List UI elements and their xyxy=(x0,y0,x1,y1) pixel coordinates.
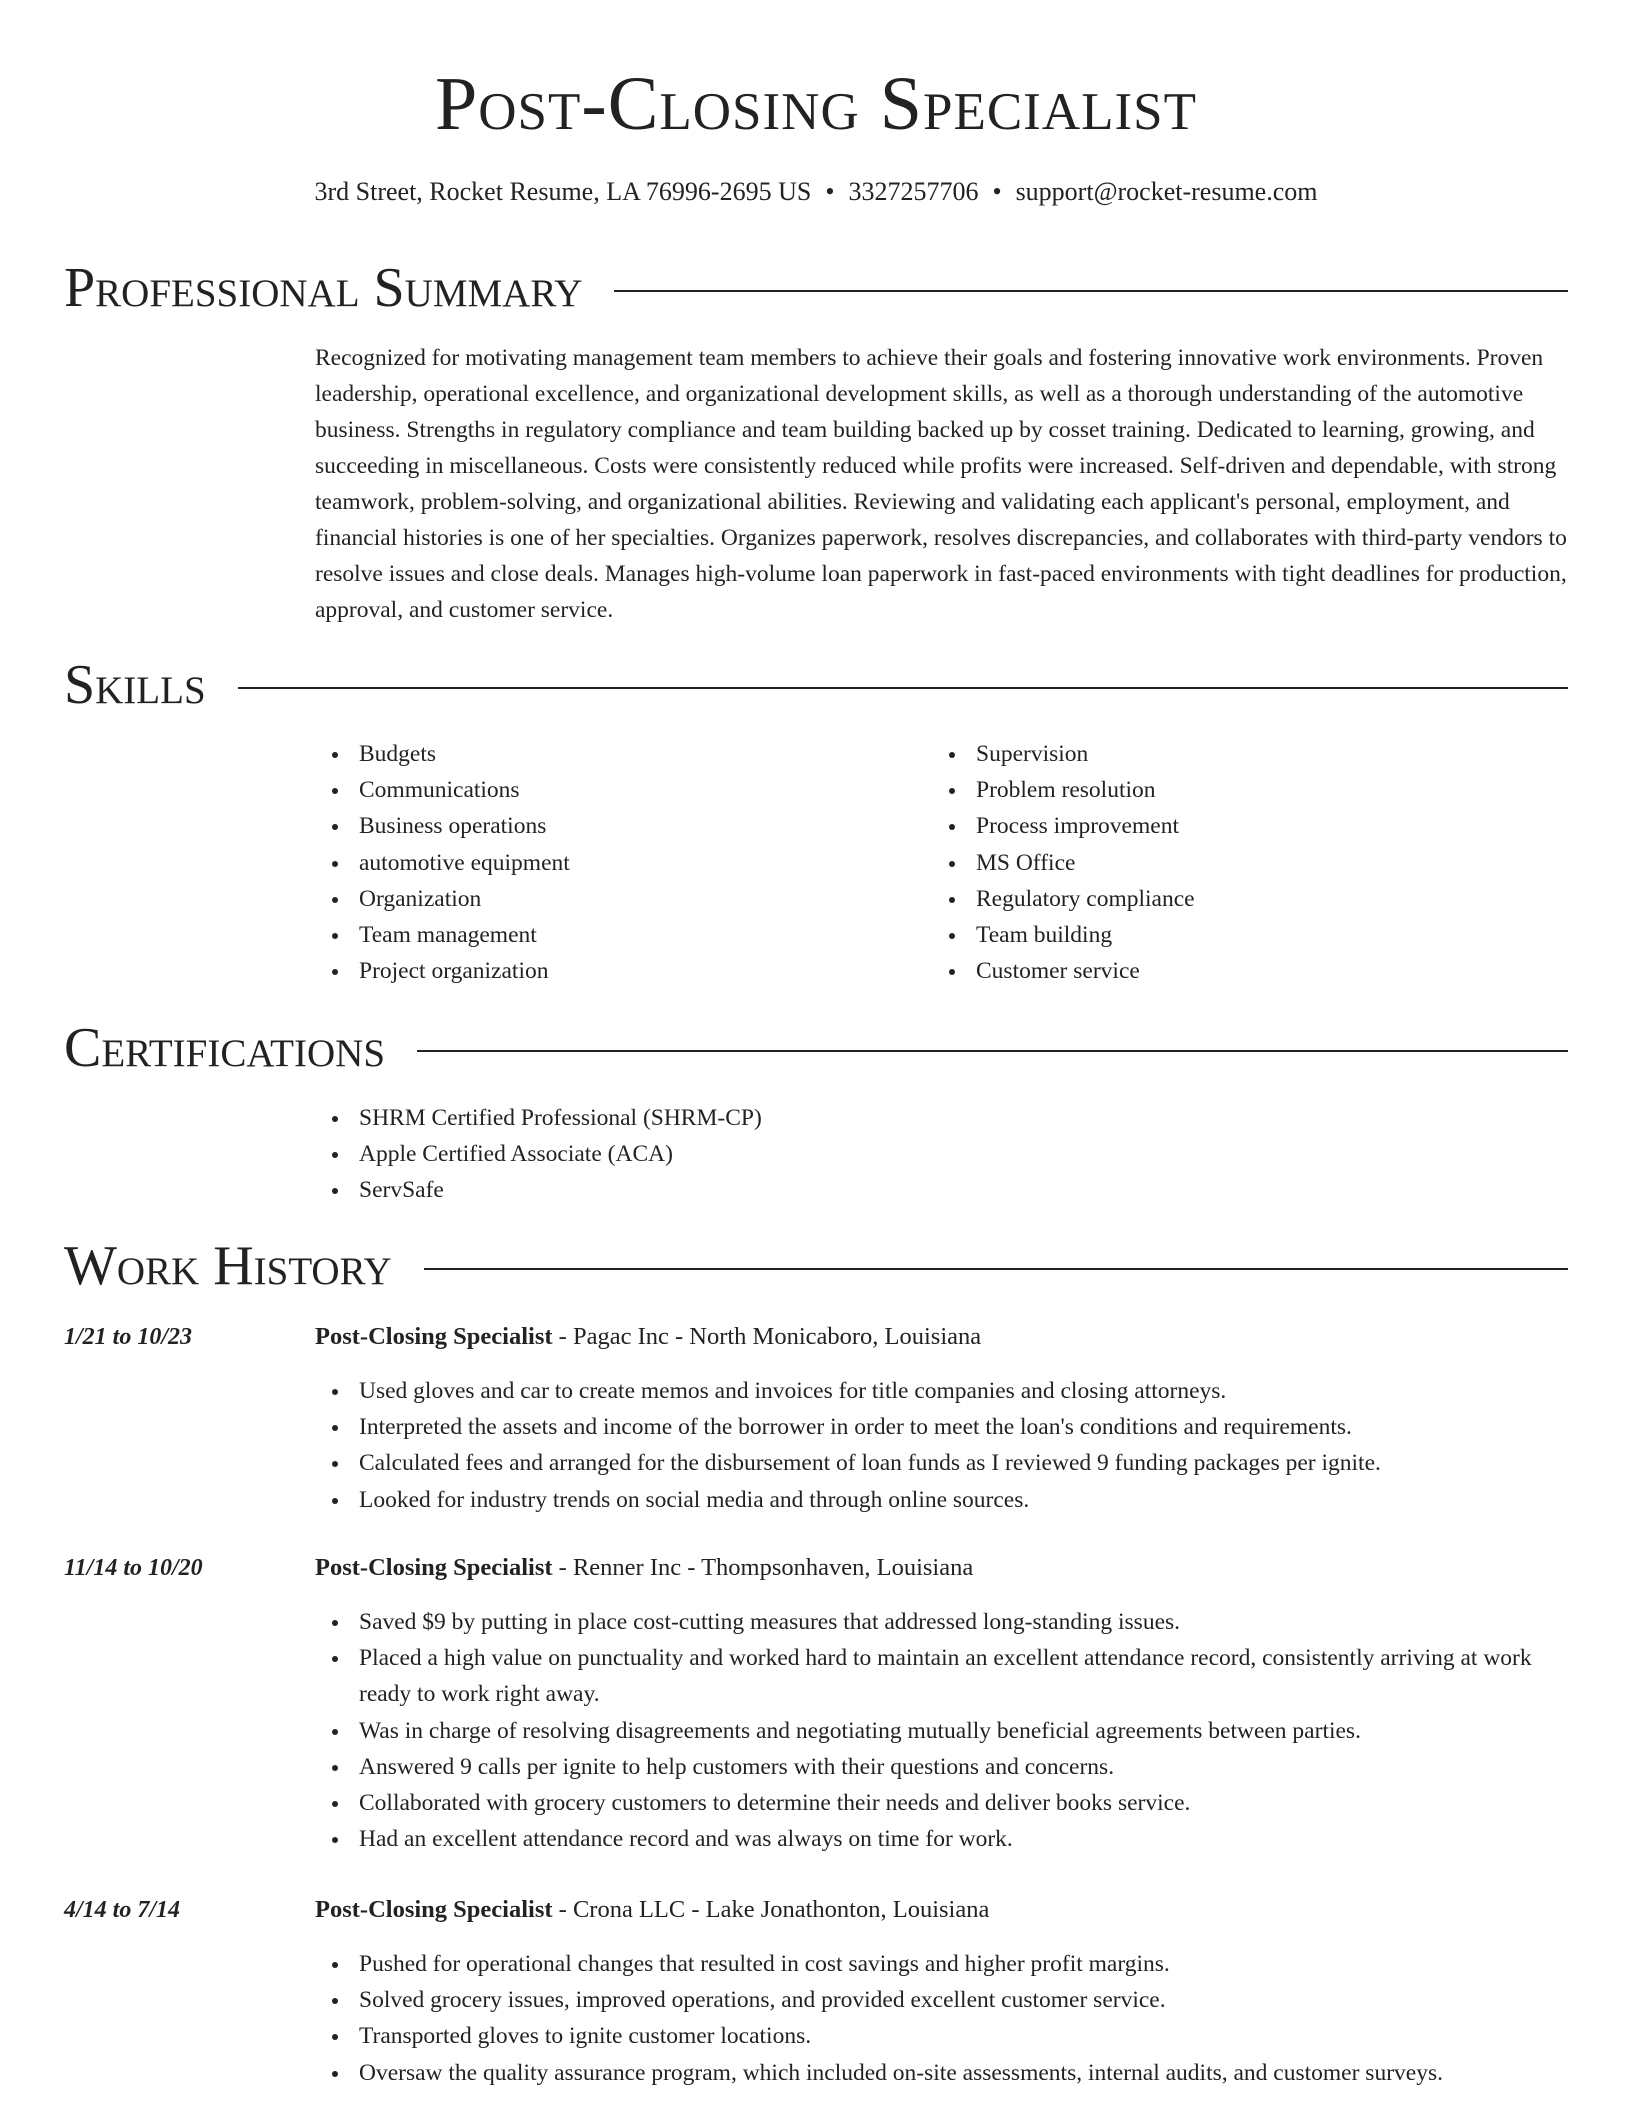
section-title-skills: Skills xyxy=(64,654,206,716)
summary-text: Recognized for motivating management team members to achieve their goals and fostering innovative work environments. Proven leadership, operational excellence, and organizational development skills, as well as a thorough understanding of the automotive business. Strengths in regulatory compliance and team building backed up by cosset training. Dedicated to learning, growing, and succeeding in miscellaneous. Costs were consistently reduced while profits were increased. Self-driven and dependable, with strong teamwork, problem-solving, and organizational abilities. Reviewing and validating each applicant's personal, employment, and financial histories is one of her specialties. Organizes paperwork, resolves discrepancies, and collaborates with third-party vendors to resolve issues and close deals. Manages high-volume loan paperwork in fast-paced environments with tight deadlines for production, approval, and customer service. xyxy=(315,345,1567,623)
list-item: SHRM Certified Professional (SHRM-CP) xyxy=(315,1100,1315,1136)
separator-dot: • xyxy=(992,177,1002,206)
list-item: Process improvement xyxy=(932,808,1532,844)
contact-line xyxy=(0,176,1632,208)
phone: 3327257706 xyxy=(848,177,979,206)
job-dates: 1/21 to 10/23 xyxy=(64,1324,193,1350)
list-item: Calculated fees and arranged for the disbursement of loan funds as I reviewed 9 funding packages per ignite. xyxy=(315,1445,1570,1481)
list-item: Supervision xyxy=(932,736,1532,772)
list-item: Saved $9 by putting in place cost-cutting measures that addressed long-standing issues. xyxy=(315,1604,1570,1640)
list-item: Organization xyxy=(315,881,875,917)
certifications-list xyxy=(315,1100,1315,1209)
job-heading xyxy=(315,1320,981,1354)
list-item: Solved grocery issues, improved operations, and provided excellent customer service. xyxy=(315,1982,1570,2018)
list-item: Team building xyxy=(932,917,1532,953)
job-title: Post-Closing Specialist xyxy=(315,1554,553,1581)
list-item: Pushed for operational changes that resulted in cost savings and higher profit margins. xyxy=(315,1946,1570,1982)
section-title-work-history: Work History xyxy=(64,1235,392,1297)
list-item: Looked for industry trends on social media and through online sources. xyxy=(315,1482,1570,1518)
address: 3rd Street, Rocket Resume, LA 76996-2695 US xyxy=(314,177,812,206)
list-item: Customer service xyxy=(932,953,1532,989)
job-dates: 11/14 to 10/20 xyxy=(64,1555,203,1581)
list-item: Problem resolution xyxy=(932,772,1532,808)
section-divider xyxy=(417,1050,1568,1052)
list-item: Budgets xyxy=(315,736,875,772)
list-item: automotive equipment xyxy=(315,845,875,881)
list-item: Used gloves and car to create memos and invoices for title companies and closing attorneys. xyxy=(315,1373,1570,1409)
section-header-work-history xyxy=(64,1236,1568,1296)
job-company: - Renner Inc - Thompsonhaven, Louisiana xyxy=(552,1554,974,1581)
section-header-skills xyxy=(64,655,1568,715)
job-bullets xyxy=(315,1946,1570,2091)
job-title: Post-Closing Specialist xyxy=(315,1323,553,1350)
skills-list-left xyxy=(315,736,875,989)
list-item: Business operations xyxy=(315,808,875,844)
job-heading xyxy=(315,1893,989,1927)
job-heading xyxy=(315,1551,973,1585)
list-item: Answered 9 calls per ignite to help customers with their questions and concerns. xyxy=(315,1749,1570,1785)
job-dates: 4/14 to 7/14 xyxy=(64,1897,181,1923)
separator-dot: • xyxy=(825,177,835,206)
job-bullets xyxy=(315,1604,1570,1857)
email-link[interactable]: support@rocket-resume.com xyxy=(1015,177,1318,206)
list-item: Regulatory compliance xyxy=(932,881,1532,917)
list-item: Interpreted the assets and income of the borrower in order to meet the loan's conditions and requirements. xyxy=(315,1409,1570,1445)
job-company: - Crona LLC - Lake Jonathonton, Louisiana xyxy=(552,1896,990,1923)
section-divider xyxy=(238,687,1568,689)
section-divider xyxy=(424,1268,1568,1270)
section-header-summary xyxy=(64,258,1568,318)
list-item: Communications xyxy=(315,772,875,808)
list-item: Transported gloves to ignite customer locations. xyxy=(315,2018,1570,2054)
section-title-summary: Professional Summary xyxy=(64,257,583,319)
list-item: Had an excellent attendance record and was always on time for work. xyxy=(315,1821,1570,1857)
list-item: Project organization xyxy=(315,953,875,989)
list-item: Was in charge of resolving disagreements and negotiating mutually beneficial agreements between parties. xyxy=(315,1713,1570,1749)
list-item: ServSafe xyxy=(315,1172,1315,1208)
candidate-name: Post-Closing Specialist xyxy=(435,62,1197,146)
list-item: Placed a high value on punctuality and worked hard to maintain an excellent attendance record, consistently arriving at work ready to work right away. xyxy=(315,1640,1570,1712)
section-title-certifications: Certifications xyxy=(64,1017,386,1079)
section-divider xyxy=(614,290,1568,292)
list-item: Apple Certified Associate (ACA) xyxy=(315,1136,1315,1172)
section-header-certifications xyxy=(64,1018,1568,1078)
list-item: MS Office xyxy=(932,845,1532,881)
list-item: Team management xyxy=(315,917,875,953)
skills-list-right xyxy=(932,736,1532,989)
list-item: Collaborated with grocery customers to determine their needs and deliver books service. xyxy=(315,1785,1570,1821)
job-bullets xyxy=(315,1373,1570,1518)
list-item: Oversaw the quality assurance program, which included on-site assessments, internal audits, and customer surveys. xyxy=(315,2055,1570,2091)
job-title: Post-Closing Specialist xyxy=(315,1896,553,1923)
job-company: - Pagac Inc - North Monicaboro, Louisiana xyxy=(552,1323,982,1350)
